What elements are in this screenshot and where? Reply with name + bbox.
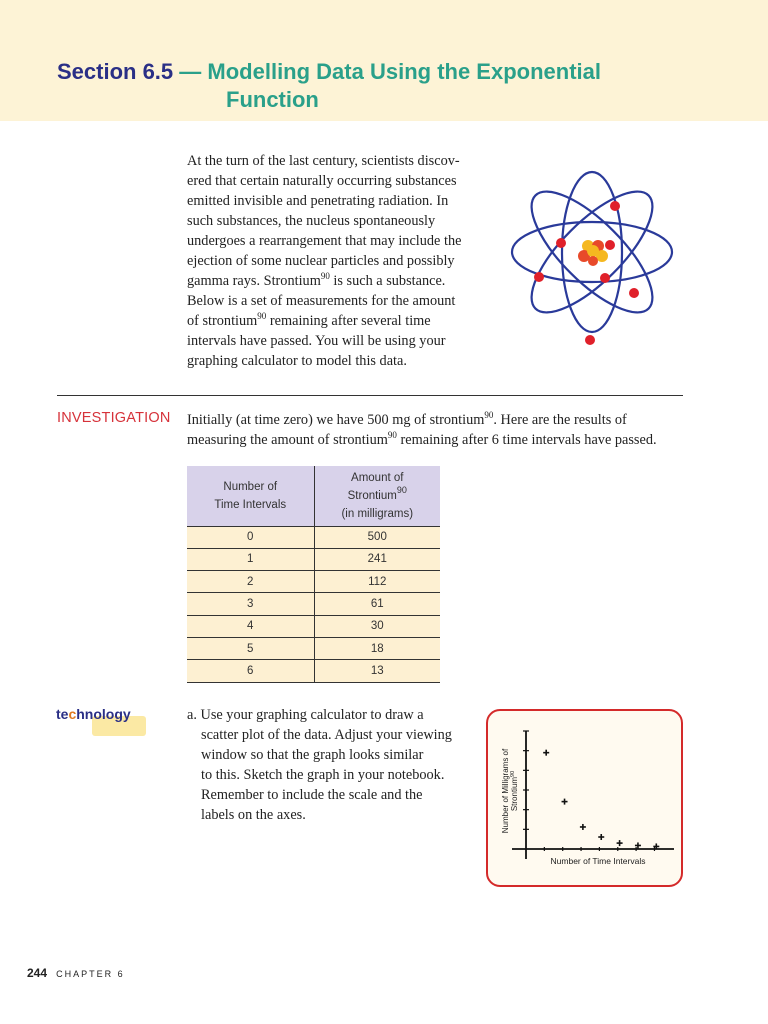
divider-rule: [57, 395, 683, 396]
title-line-1: Modelling Data Using the Exponential: [207, 59, 601, 84]
table-row: 1 241: [187, 548, 440, 570]
table-row: 3 61: [187, 593, 440, 615]
strontium-data-table: [187, 466, 440, 683]
column-header-amount: Amount of Strontium$^{90}$ (in milligrams): [314, 466, 440, 526]
data-point: [598, 834, 604, 840]
table-row: 6 13: [187, 660, 440, 682]
title-line-2: Function: [226, 87, 319, 112]
table-row: 4 30: [187, 615, 440, 637]
data-point: [617, 840, 623, 846]
table-row: 2 112: [187, 571, 440, 593]
technology-badge: [56, 706, 148, 738]
y-axis-label-line-2: Strontium$^{90}$: [510, 770, 519, 812]
investigation-text: Initially (at time zero) we have 500 mg of strontium$^{90}$. Here are the results of measuring the amount of strontium$^{90}$ remaining after 6 time intervals have passed.: [187, 410, 657, 448]
atom-illustration: [508, 160, 678, 350]
nucleus-icon: [578, 240, 608, 266]
question-a: a. Use your graphing calculator to draw a scatter plot of the data. Adjust your viewing window so that the graph looks similar to this. Sketch the graph in your notebook. Remember to include the scale and the labels on the axes.: [187, 707, 452, 823]
intro-paragraph: At the turn of the last century, scientists discov- ered that certain naturally occurring substances emitted invisible and penetrating radiation. In such substances, the nucleus spontaneously undergoes a rearrangement that may include the ejection of some nuclear particles and possibly gamma rays. Strontium$^{90}$ is such a substance. Below is a set of measurements for the amount of strontium$^{90}$ remaining after several time intervals have passed. You will be using your graphing calculator to model this data.: [187, 153, 462, 369]
page-number: 244: [27, 966, 48, 980]
section-number: Section 6.5: [57, 59, 174, 84]
investigation-label: INVESTIGATION: [57, 410, 171, 426]
chapter-label: CHAPTER 6: [56, 969, 125, 979]
title-dash: —: [179, 59, 202, 84]
y-axis-label-line-1: Number of Milligrams of: [501, 748, 510, 834]
section-title: [57, 58, 601, 112]
technology-label: technology: [56, 706, 131, 722]
table-row: 5 18: [187, 637, 440, 659]
data-point: [543, 750, 549, 756]
scatter-plot-panel: [486, 709, 683, 887]
column-header-time-intervals: Number of Time Intervals: [187, 466, 314, 526]
scatter-plot: [488, 711, 680, 884]
data-point: [562, 799, 568, 805]
page-footer: [27, 966, 125, 980]
data-point: [580, 824, 586, 830]
table-row: 0 500: [187, 526, 440, 548]
x-axis-label: Number of Time Intervals: [550, 856, 646, 866]
